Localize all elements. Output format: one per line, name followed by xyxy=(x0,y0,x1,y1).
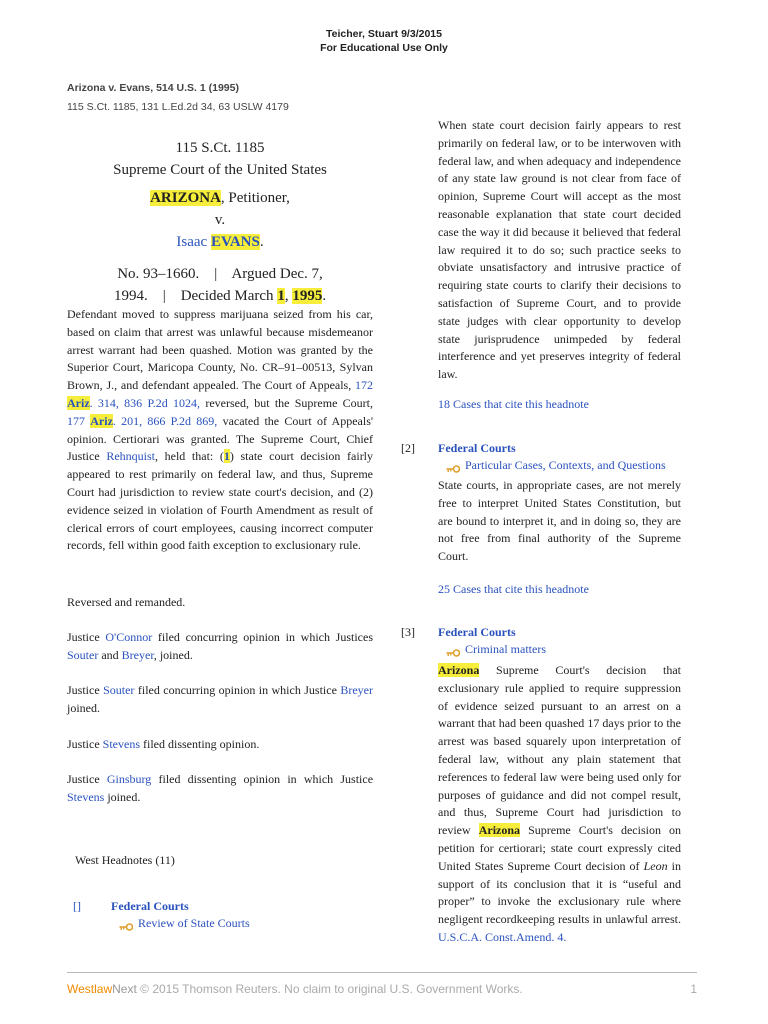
headnote-2-cites-link[interactable]: 25 Cases that cite this headnote xyxy=(438,582,589,596)
o1-text: filed concurring opinion in which Justices xyxy=(157,630,374,644)
opinion-stevens xyxy=(67,736,373,754)
headnote-1-cites-link[interactable]: 18 Cases that cite this headnote xyxy=(438,397,589,411)
cite1-reporter: Ariz xyxy=(67,395,90,410)
o3-label: Justice xyxy=(67,737,100,751)
souter-link[interactable]: Souter xyxy=(67,647,99,662)
o2-end: joined. xyxy=(67,700,100,715)
headnote-2-number[interactable]: [2] xyxy=(401,441,415,455)
westlaw-next-logo: Next xyxy=(112,982,137,996)
petitioner-role: , Petitioner, xyxy=(220,190,290,206)
leon-case-name: Leon xyxy=(643,858,668,873)
headnote-1-topic-row[interactable] xyxy=(111,916,250,931)
headnote-2-topic-row[interactable] xyxy=(438,458,681,473)
synopsis-paragraph xyxy=(67,306,373,555)
opinion-souter xyxy=(67,682,373,718)
headnote-3-title[interactable]: Federal Courts xyxy=(438,625,516,639)
o4-text: filed dissenting opinion in which Justice xyxy=(158,772,374,786)
souter-opinion-link[interactable]: Souter xyxy=(103,683,135,697)
headnote-3-text-c: in support of its conclusion that it is “useful and proper” to invoke the exclusionary rule where negligent recordkeeping results in unlawful arrest. xyxy=(438,858,682,927)
headnote-2-text: State courts, in appropriate cases, are not merely free to interpret United States Constitution, but are bound to interpret it, and in doing so, they are not free from final authority of the Supreme Court. xyxy=(438,478,681,564)
const-amend-4-link[interactable]: U.S.C.A. Const.Amend. 4. xyxy=(438,929,567,944)
headnotes-heading: West Headnotes (11) xyxy=(75,853,175,867)
opinion-oconnor xyxy=(67,629,373,665)
headnote-3-topic[interactable]: Criminal matters xyxy=(465,642,546,656)
case-citation: Arizona v. Evans, 514 U.S. 1 (1995) xyxy=(67,82,239,94)
reporter-cite: 115 S.Ct. 1185 xyxy=(175,140,265,156)
cite1-rest: . 314, 836 P.2d 1024, xyxy=(89,395,201,410)
user-date-line: Teicher, Stuart 9/3/2015 xyxy=(326,28,442,40)
cite1-vol: 172 xyxy=(355,378,374,393)
arizona-highlight-1: Arizona xyxy=(438,663,480,677)
o1-label: Justice xyxy=(67,630,100,644)
headnote-1-title[interactable]: Federal Courts xyxy=(111,899,189,913)
decided-day: 1 xyxy=(277,288,285,304)
headnote-1-number[interactable]: [] xyxy=(73,899,81,913)
arizona-highlight-2: Arizona xyxy=(478,823,521,838)
page-number: 1 xyxy=(690,982,697,996)
o4-end: joined. xyxy=(107,789,141,804)
o4-label: Justice xyxy=(67,772,100,786)
synopsis-text-4: , held that: ( xyxy=(154,449,224,464)
respondent-first-link[interactable]: Isaac xyxy=(176,234,208,250)
synopsis-text-5: ) state court decision fairly appeared to rest primarily on federal law, and thus, Supreme Court had jurisdiction to review state court's decision, and (2) evidence seized in violation of Fourth Amendment as result of clerical errors of court employees, causing incorrect computer records, fell within good faith exception to exclusionary rule. xyxy=(67,449,374,553)
disposition: Reversed and remanded. xyxy=(67,595,186,609)
stevens-join-link[interactable]: Stevens xyxy=(67,789,105,804)
headnote-3 xyxy=(438,625,681,657)
headnote-2 xyxy=(438,441,681,473)
breyer-join-link[interactable]: Breyer xyxy=(340,683,373,697)
headnote-1-text: When state court decision fairly appears to rest primarily on federal law, or to be interwoven with federal law, and when adequacy and independence of any state law ground is not clear from face of opinion, Supreme Court will accept as the most reasonable explanation that state court decided case the way it did because it believed that federal law required it to do so; such practice seeks to obviate unsatisfactory and intrusive practice of requiring state courts to clarify their decisions to satisfaction of Supreme Court, and to provide state judges with clear opportunity to develop state jurisprudence unimpeded by federal interference and yet preserves integrity of federal law. xyxy=(438,118,681,382)
respondent-line xyxy=(67,231,373,253)
versus: v. xyxy=(214,212,226,228)
o2-label: Justice xyxy=(67,683,100,697)
headnote-1-topic[interactable]: Review of State Courts xyxy=(138,916,250,930)
headnote-2-title[interactable]: Federal Courts xyxy=(438,441,516,455)
headnote-3-text xyxy=(438,662,681,947)
cite2-rest: . 201, 866 P.2d 869, xyxy=(112,413,218,428)
docket-decided-label: 1994. | Decided March xyxy=(113,288,274,304)
ginsburg-link[interactable]: Ginsburg xyxy=(106,772,152,786)
synopsis-text-2: reversed, but the Supreme Court, xyxy=(205,395,374,410)
key-icon xyxy=(446,646,460,654)
westlaw-logo: Westlaw xyxy=(67,982,113,996)
synopsis-text-1: Defendant moved to suppress marijuana seized from his car, based on claim that arrest was unlawful because misdemeanor arrest warrant had been quashed. Motion was granted by the Superior Court, Maricopa County, No. CR–91–00513, Sylvan Brown, J., and defendant appealed. The Court of Appeals, xyxy=(67,307,373,393)
o1-and: and xyxy=(101,647,119,662)
holding-1-link[interactable]: 1 xyxy=(223,449,230,464)
footer-divider xyxy=(67,972,697,973)
headnote-3-text-b: Supreme Court's decision on petition for certiorari; state court expressly cited United States Supreme Court decision of xyxy=(438,823,682,873)
key-icon xyxy=(119,920,133,928)
petitioner-line xyxy=(67,187,373,209)
docket-end: . xyxy=(322,288,327,304)
key-icon xyxy=(446,462,460,470)
opinion-ginsburg xyxy=(67,771,373,807)
oconnor-link[interactable]: O'Connor xyxy=(105,630,153,644)
docket-sep: , xyxy=(284,288,289,304)
document-header xyxy=(0,27,768,55)
headnote-3-number[interactable]: [3] xyxy=(401,625,415,639)
headnote-3-text-a: Supreme Court's decision that exclusionary rule applied to require suppression of evidence seized pursuant to an arrest on a warrant that had been quashed 17 days prior to the arrest was based squarely upon interpretation of federal law, without any plain statement that references to federal law were being used only for purposes of guidance and did not compel result, and thus, Supreme Court had jurisdiction to review xyxy=(438,663,681,838)
rehnquist-link[interactable]: Rehnquist xyxy=(106,449,155,464)
o3-text: filed dissenting opinion. xyxy=(143,737,260,751)
cite2-reporter: Ariz xyxy=(90,413,113,428)
educational-use-line: For Educational Use Only xyxy=(320,42,448,54)
headnote-2-topic[interactable]: Particular Cases, Contexts, and Questions xyxy=(465,458,666,472)
headnote-3-topic-row[interactable] xyxy=(438,642,681,657)
docket-line-1: No. 93–1660. | Argued Dec. 7, xyxy=(117,266,323,282)
respondent-last-link[interactable]: EVANS xyxy=(210,234,260,250)
court-name: Supreme Court of the United States xyxy=(113,162,327,178)
o2-text: filed concurring opinion in which Justice xyxy=(137,683,337,697)
decided-year: 1995 xyxy=(292,288,323,304)
respondent-end: . xyxy=(259,234,264,250)
breyer-link[interactable]: Breyer xyxy=(121,647,154,662)
parallel-citation: 115 S.Ct. 1185, 131 L.Ed.2d 34, 63 USLW 4179 xyxy=(67,101,289,113)
headnote-1 xyxy=(111,899,250,931)
copyright-text: © 2015 Thomson Reuters. No claim to original U.S. Government Works. xyxy=(140,982,523,996)
petitioner-name: ARIZONA xyxy=(150,190,221,206)
case-caption xyxy=(67,137,373,307)
synopsis-text-3: vacated the Court of Appeals' opinion. Certiorari was granted. The Supreme Court, Chief Justice xyxy=(67,413,374,464)
docket-line-2 xyxy=(67,285,373,307)
stevens-link[interactable]: Stevens xyxy=(102,737,141,751)
cite2-vol: 177 xyxy=(67,413,85,428)
footer xyxy=(67,982,697,996)
supreme-court-cite-link[interactable] xyxy=(67,414,217,428)
o1-end: , joined. xyxy=(153,647,193,662)
